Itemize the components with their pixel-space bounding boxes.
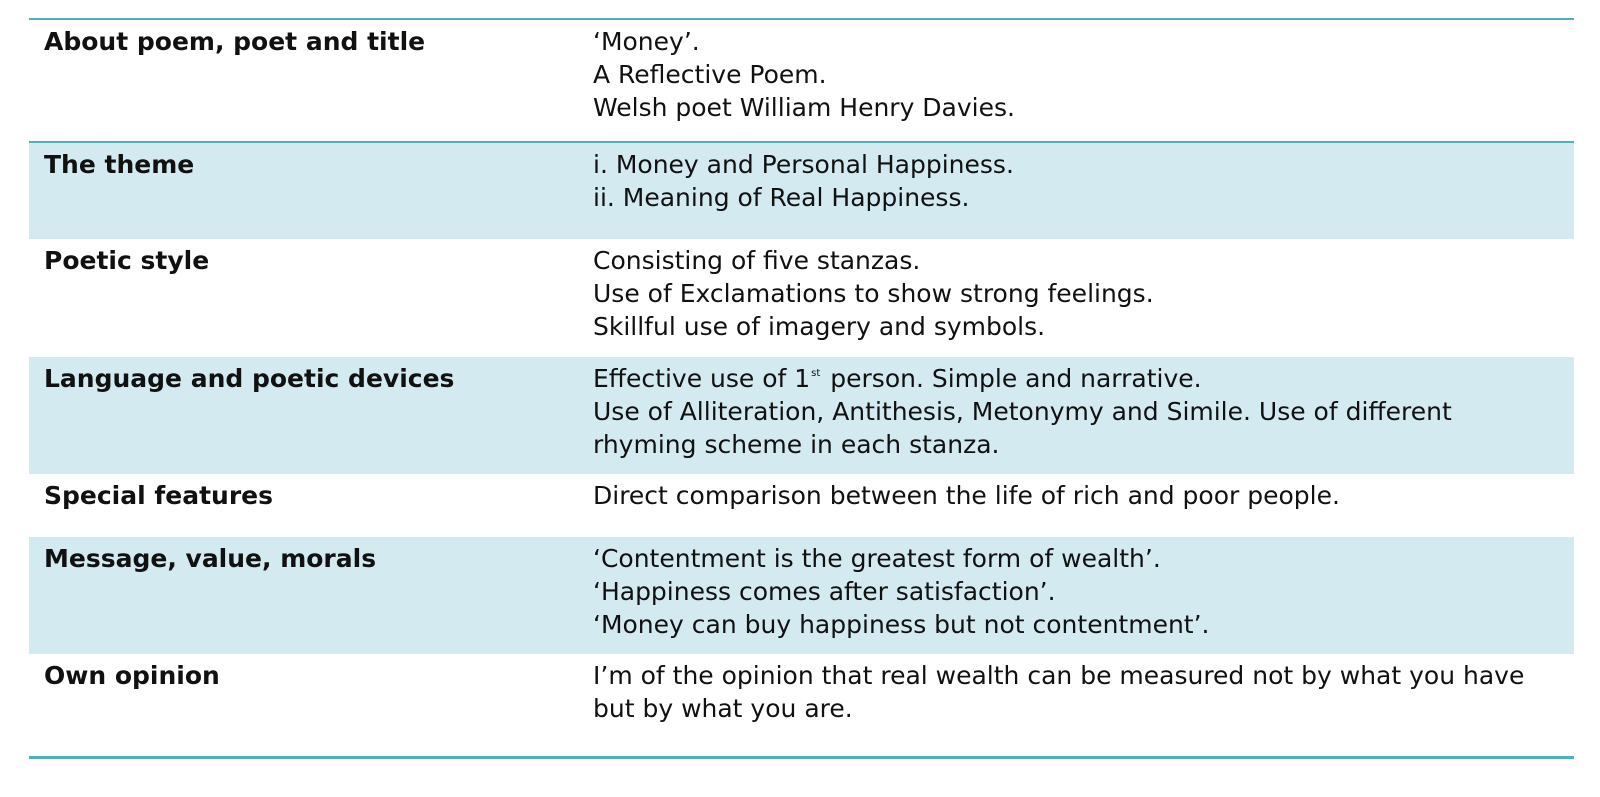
value-line [593,362,1544,395]
value-line: ‘Money’. [593,27,700,56]
ordinal-suffix: st [811,367,821,379]
value-line: I’m of the opinion that real wealth can be measured not by what you have but by what you are. [593,661,1525,723]
row-label: About poem, poet and title [44,27,426,56]
value-line: i. Money and Personal Happiness. [593,150,1014,179]
row-value [593,654,1574,736]
row-value [593,537,1574,654]
table-row [29,357,1574,474]
row-label: Language and poetic devices [44,364,455,393]
row-label: Message, value, morals [44,544,377,573]
value-line: Use of Exclamations to show strong feelings. [593,279,1154,308]
value-text: Effective use of 1 [593,364,811,393]
summary-table [29,18,1574,759]
table-bottom-rule [29,756,1574,759]
table-row [29,537,1574,654]
table-row [29,654,1574,736]
row-value [593,143,1574,239]
row-value [593,20,1574,141]
value-line: ‘Happiness comes after satisfaction’. [593,577,1056,606]
row-label: Poetic style [44,246,210,275]
row-label: The theme [44,150,195,179]
value-line: Use of Alliteration, Antithesis, Metonymy and Simile. Use of different rhyming scheme in each stanza. [593,397,1452,459]
value-line: Skillful use of imagery and symbols. [593,312,1046,341]
table-row [29,20,1574,141]
row-label: Own opinion [44,661,220,690]
value-line: ‘Contentment is the greatest form of wealth’. [593,544,1161,573]
table-row [29,239,1574,357]
row-value [593,239,1574,357]
table-row [29,474,1574,537]
row-label: Special features [44,481,274,510]
value-line: Direct comparison between the life of rich and poor people. [593,481,1340,510]
value-line: Consisting of five stanzas. [593,246,921,275]
value-line: Welsh poet William Henry Davies. [593,93,1015,122]
value-line: A Reflective Poem. [593,60,827,89]
value-line: ii. Meaning of Real Happiness. [593,183,970,212]
value-text: person. Simple and narrative. [822,364,1202,393]
row-value [593,474,1574,537]
table-row [29,141,1574,239]
value-line: ‘Money can buy happiness but not contentment’. [593,610,1210,639]
row-value [593,357,1574,474]
